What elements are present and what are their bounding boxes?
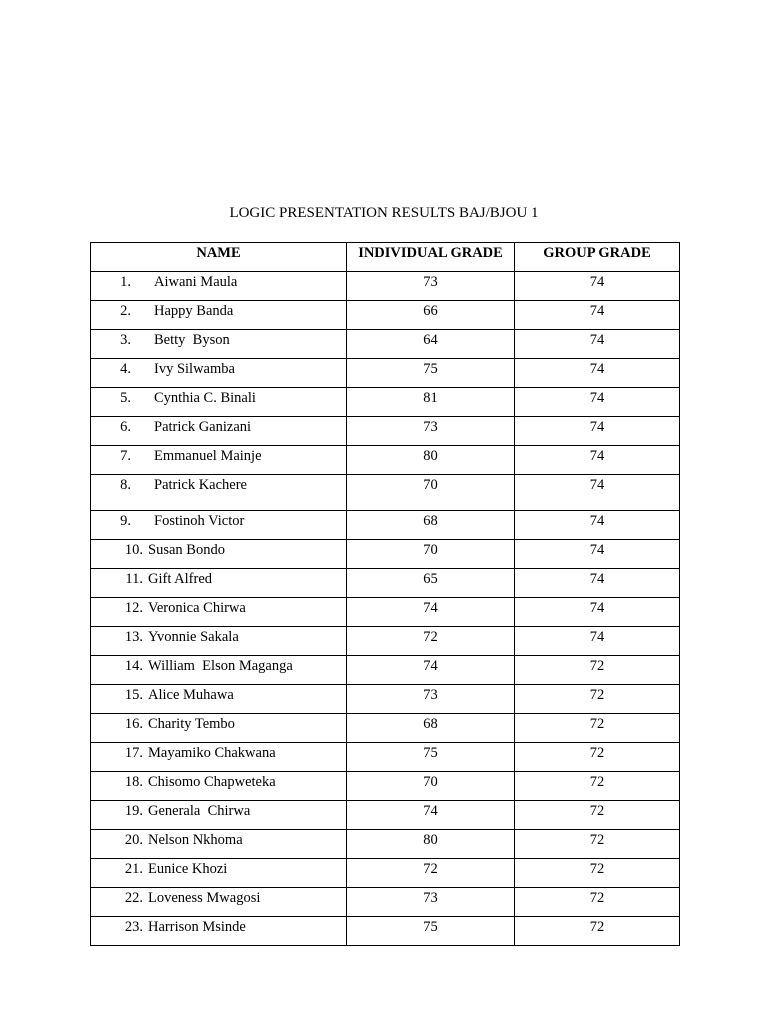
- student-name: Gift Alfred: [148, 571, 213, 587]
- student-name: Patrick Ganizani: [154, 419, 252, 435]
- row-number: 12.: [124, 600, 143, 616]
- individual-grade-cell: 73: [347, 685, 515, 714]
- group-grade-cell: 72: [515, 830, 680, 859]
- table-row: [91, 772, 680, 801]
- table-row: [91, 301, 680, 330]
- individual-grade-cell: 75: [347, 743, 515, 772]
- student-name-cell: [91, 475, 347, 511]
- student-name-cell: [91, 627, 347, 656]
- student-name-cell: [91, 511, 347, 540]
- page-title: LOGIC PRESENTATION RESULTS BAJ/BJOU 1: [229, 205, 539, 221]
- individual-grade-cell: 72: [347, 627, 515, 656]
- table-row: [91, 272, 680, 301]
- student-name-cell: [91, 301, 347, 330]
- group-grade-cell: 74: [515, 301, 680, 330]
- student-name: Eunice Khozi: [148, 861, 228, 877]
- group-grade-cell: 72: [515, 859, 680, 888]
- table-row: [91, 714, 680, 743]
- row-number: 19.: [124, 803, 143, 819]
- student-name-cell: [91, 714, 347, 743]
- row-number: 23.: [124, 919, 143, 935]
- table-row: [91, 917, 680, 946]
- group-grade-cell: 72: [515, 714, 680, 743]
- table-row: [91, 743, 680, 772]
- individual-grade-cell: 72: [347, 859, 515, 888]
- student-name: Veronica Chirwa: [148, 600, 246, 616]
- student-name-cell: [91, 656, 347, 685]
- individual-grade-cell: 73: [347, 417, 515, 446]
- table-row: [91, 388, 680, 417]
- group-grade-cell: 74: [515, 511, 680, 540]
- group-grade-cell: 72: [515, 772, 680, 801]
- individual-grade-cell: 73: [347, 272, 515, 301]
- row-number: 3.: [120, 332, 131, 348]
- student-name-cell: [91, 417, 347, 446]
- row-number: 5.: [120, 390, 131, 406]
- column-header-group-grade: GROUP GRADE: [515, 243, 680, 272]
- individual-grade-cell: 80: [347, 830, 515, 859]
- student-name: Susan Bondo: [148, 542, 225, 558]
- row-number: 15.: [124, 687, 143, 703]
- table-row: [91, 859, 680, 888]
- row-number: 6.: [120, 419, 131, 435]
- row-number: 18.: [124, 774, 143, 790]
- student-name-cell: [91, 569, 347, 598]
- row-number: 8.: [120, 477, 131, 493]
- table-header-row: [91, 243, 680, 272]
- student-name: Nelson Nkhoma: [148, 832, 243, 848]
- table-row: [91, 359, 680, 388]
- student-name-cell: [91, 859, 347, 888]
- student-name-cell: [91, 743, 347, 772]
- student-name-cell: [91, 830, 347, 859]
- student-name-cell: [91, 272, 347, 301]
- individual-grade-cell: 66: [347, 301, 515, 330]
- row-number: 2.: [120, 303, 131, 319]
- table-row: [91, 511, 680, 540]
- student-name: Alice Muhawa: [148, 687, 234, 703]
- row-number: 10.: [124, 542, 143, 558]
- table-row: [91, 598, 680, 627]
- student-name-cell: [91, 388, 347, 417]
- table-row: [91, 330, 680, 359]
- student-name: Aiwani Maula: [154, 274, 238, 290]
- student-name: Yvonnie Sakala: [148, 629, 239, 645]
- individual-grade-cell: 80: [347, 446, 515, 475]
- individual-grade-cell: 68: [347, 714, 515, 743]
- group-grade-cell: 74: [515, 475, 680, 511]
- student-name: Charity Tembo: [148, 716, 235, 732]
- student-name: Happy Banda: [154, 303, 234, 319]
- student-name-cell: [91, 446, 347, 475]
- student-name: Generala Chirwa: [148, 803, 251, 819]
- individual-grade-cell: 70: [347, 772, 515, 801]
- row-number: 21.: [124, 861, 143, 877]
- student-name-cell: [91, 917, 347, 946]
- individual-grade-cell: 74: [347, 801, 515, 830]
- group-grade-cell: 72: [515, 888, 680, 917]
- student-name-cell: [91, 685, 347, 714]
- table-row: [91, 446, 680, 475]
- student-name-cell: [91, 540, 347, 569]
- table-row: [91, 656, 680, 685]
- table-row: [91, 830, 680, 859]
- individual-grade-cell: 64: [347, 330, 515, 359]
- row-number: 22.: [124, 890, 143, 906]
- group-grade-cell: 74: [515, 330, 680, 359]
- table-row: [91, 888, 680, 917]
- individual-grade-cell: 68: [347, 511, 515, 540]
- results-table-body: [91, 272, 680, 946]
- table-row: [91, 540, 680, 569]
- group-grade-cell: 72: [515, 685, 680, 714]
- individual-grade-cell: 74: [347, 598, 515, 627]
- individual-grade-cell: 73: [347, 888, 515, 917]
- student-name: Loveness Mwagosi: [148, 890, 261, 906]
- individual-grade-cell: 70: [347, 475, 515, 511]
- row-number: 9.: [120, 513, 131, 529]
- group-grade-cell: 74: [515, 598, 680, 627]
- row-number: 1.: [120, 274, 131, 290]
- student-name-cell: [91, 330, 347, 359]
- student-name-cell: [91, 598, 347, 627]
- row-number: 16.: [124, 716, 143, 732]
- group-grade-cell: 72: [515, 656, 680, 685]
- table-row: [91, 475, 680, 511]
- group-grade-cell: 74: [515, 569, 680, 598]
- group-grade-cell: 74: [515, 388, 680, 417]
- individual-grade-cell: 74: [347, 656, 515, 685]
- student-name: William Elson Maganga: [148, 658, 293, 674]
- row-number: 7.: [120, 448, 131, 464]
- row-number: 4.: [120, 361, 131, 377]
- table-row: [91, 685, 680, 714]
- row-number: 17.: [124, 745, 143, 761]
- group-grade-cell: 72: [515, 917, 680, 946]
- group-grade-cell: 72: [515, 801, 680, 830]
- row-number: 11.: [125, 571, 143, 587]
- group-grade-cell: 74: [515, 417, 680, 446]
- column-header-name: NAME: [91, 243, 347, 272]
- individual-grade-cell: 75: [347, 359, 515, 388]
- results-table: [90, 242, 680, 946]
- row-number: 20.: [124, 832, 143, 848]
- group-grade-cell: 74: [515, 540, 680, 569]
- student-name-cell: [91, 801, 347, 830]
- student-name-cell: [91, 888, 347, 917]
- student-name: Mayamiko Chakwana: [148, 745, 276, 761]
- student-name: Ivy Silwamba: [154, 361, 235, 377]
- student-name: Harrison Msinde: [148, 919, 246, 935]
- student-name: Fostinoh Victor: [154, 513, 245, 529]
- individual-grade-cell: 65: [347, 569, 515, 598]
- student-name: Emmanuel Mainje: [154, 448, 262, 464]
- student-name: Chisomo Chapweteka: [148, 774, 276, 790]
- student-name: Cynthia C. Binali: [154, 390, 256, 406]
- group-grade-cell: 74: [515, 446, 680, 475]
- student-name-cell: [91, 359, 347, 388]
- individual-grade-cell: 81: [347, 388, 515, 417]
- group-grade-cell: 74: [515, 359, 680, 388]
- row-number: 14.: [124, 658, 143, 674]
- group-grade-cell: 74: [515, 272, 680, 301]
- student-name: Patrick Kachere: [154, 477, 247, 493]
- student-name: Betty Byson: [154, 332, 230, 348]
- group-grade-cell: 72: [515, 743, 680, 772]
- student-name-cell: [91, 772, 347, 801]
- group-grade-cell: 74: [515, 627, 680, 656]
- column-header-individual-grade: INDIVIDUAL GRADE: [347, 243, 515, 272]
- individual-grade-cell: 75: [347, 917, 515, 946]
- individual-grade-cell: 70: [347, 540, 515, 569]
- table-row: [91, 569, 680, 598]
- row-number: 13.: [124, 629, 143, 645]
- table-row: [91, 627, 680, 656]
- table-row: [91, 417, 680, 446]
- table-row: [91, 801, 680, 830]
